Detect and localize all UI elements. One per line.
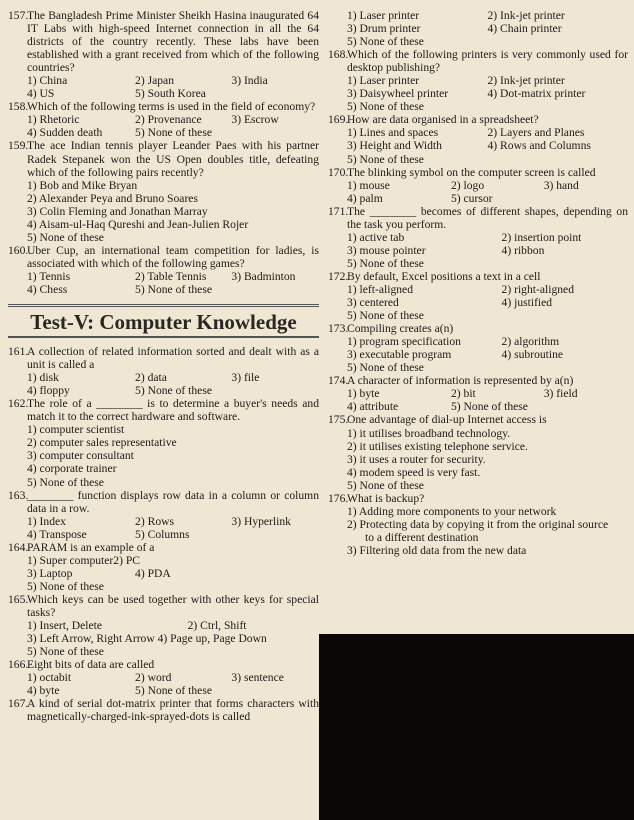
option-row <box>347 9 628 22</box>
option: 2) it utilises existing telephone service. <box>347 439 528 453</box>
question-number: 165. <box>8 592 29 606</box>
question-167-options <box>328 9 628 48</box>
option: 3) Hyperlink <box>231 514 291 528</box>
option: 3) Daisywheel printer <box>347 87 449 101</box>
option-row <box>347 87 628 100</box>
option-row <box>27 371 319 384</box>
question-160 <box>8 244 319 296</box>
question-167 <box>8 697 319 723</box>
option: 4) floppy <box>27 384 70 398</box>
option: 2) logo <box>450 178 485 192</box>
option-row <box>347 74 628 87</box>
option-row <box>27 684 319 697</box>
question-168 <box>328 48 628 113</box>
option: 1) Adding more components to your network <box>347 504 557 518</box>
option: 2) data <box>135 371 167 385</box>
option: 1) disk <box>27 371 59 385</box>
option: 3) hand <box>543 178 579 192</box>
question-number: 164. <box>8 540 29 554</box>
option: 3) sentence <box>231 671 284 685</box>
question-text: Which of the following terms is used in the field of economy? <box>27 100 316 114</box>
option: 4) subroutine <box>501 348 564 362</box>
question-text: A kind of serial dot-matrix printer that forms characters with magnetically-charged-ink-sprayed-dots is called <box>27 697 319 724</box>
option-row <box>347 179 628 192</box>
question-number: 176. <box>328 491 349 505</box>
option: 2) Layers and Planes <box>487 126 585 140</box>
question-162 <box>8 397 319 488</box>
option: 2) Japan <box>135 74 174 88</box>
option: 5) Columns <box>135 527 190 541</box>
option-row <box>347 335 628 348</box>
question-text: The ace Indian tennis player Leander Paes with his partner Radek Stepanek won the US Open doubles title, defeating which of the following pairs recently? <box>27 139 319 179</box>
option: 2) Alexander Peya and Bruno Soares <box>27 191 198 205</box>
option: 4) Chain printer <box>487 22 562 36</box>
question-175 <box>328 413 628 491</box>
left-column <box>8 9 319 723</box>
question-164 <box>8 541 319 593</box>
question-166 <box>8 658 319 697</box>
question-text: The role of a ________ is to determine a buyer's needs and match it to the correct hardware and software. <box>27 397 319 424</box>
option: 3) executable program <box>347 348 452 362</box>
question-text: A character of information is represented by a(n) <box>347 374 574 388</box>
question-158 <box>8 100 319 139</box>
option: 2) Ink-jet printer <box>487 74 565 88</box>
option: 2) Protecting data by copying it from the original source <box>347 517 609 531</box>
option: 3) Badminton <box>231 269 296 283</box>
option: 3) Escrow <box>231 113 279 127</box>
option: 2) insertion point <box>501 230 582 244</box>
option-row <box>347 139 628 152</box>
option: 2) right-aligned <box>501 282 574 296</box>
option: 3) centered <box>347 296 399 310</box>
option: 4) Chess <box>27 282 68 296</box>
option: 1) mouse <box>347 178 390 192</box>
option: 2) algorithm <box>501 335 560 349</box>
option-row <box>27 270 319 283</box>
question-text: Eight bits of data are called <box>27 658 155 672</box>
question-text: Uber Cup, an international team competition for ladies, is associated with which of the following games? <box>27 243 319 270</box>
section-title: Test-V: Computer Knowledge <box>8 304 319 338</box>
option-row <box>347 126 628 139</box>
question-number: 161. <box>8 345 29 359</box>
question-number: 169. <box>328 113 349 127</box>
option-row <box>27 671 319 684</box>
question-number: 173. <box>328 322 349 336</box>
option: 1) Bob and Mike Bryan <box>27 178 138 192</box>
option-row <box>27 619 319 632</box>
right-column <box>328 9 628 557</box>
option: 4) justified <box>501 296 553 310</box>
option-row <box>347 22 628 35</box>
option-row <box>27 515 319 528</box>
option-row <box>27 283 319 296</box>
option: 4) corporate trainer <box>27 462 117 476</box>
question-text: What is backup? <box>347 491 425 505</box>
question-number: 157. <box>8 9 29 22</box>
option: 4) attribute <box>347 400 399 414</box>
option-row <box>27 528 319 541</box>
question-text: How are data organised in a spreadsheet? <box>347 113 539 127</box>
option: 1) byte <box>347 387 380 401</box>
option: 1) Lines and spaces <box>347 126 439 140</box>
question-text: Which keys can be used together with other keys for special tasks? <box>27 592 319 619</box>
option: 1) Insert, Delete <box>27 619 103 633</box>
option: 4) palm <box>347 191 383 205</box>
question-number: 172. <box>328 269 349 283</box>
question-161 <box>8 345 319 397</box>
option: 2) bit <box>450 387 476 401</box>
option: 5) None of these <box>347 35 424 49</box>
question-number: 167. <box>8 697 29 711</box>
option: 3) India <box>231 74 268 88</box>
option: 4) US <box>27 87 55 101</box>
option-row <box>347 192 628 205</box>
option: 4) Dot-matrix printer <box>487 87 586 101</box>
option: 5) None of these <box>347 478 424 492</box>
question-number: 158. <box>8 100 29 114</box>
redacted-area <box>319 634 634 820</box>
question-number: 171. <box>328 204 349 218</box>
question-169 <box>328 113 628 165</box>
option: 5) cursor <box>450 191 493 205</box>
option: 5) None of these <box>27 579 104 593</box>
option: 3) Laptop <box>27 566 73 580</box>
question-text: By default, Excel positions a text in a cell <box>347 269 541 283</box>
option: 2) Table Tennis <box>135 269 207 283</box>
option: 1) China <box>27 74 68 88</box>
option-row <box>347 387 628 400</box>
option: 3) it uses a router for security. <box>347 452 486 466</box>
option: 4) modem speed is very fast. <box>347 465 481 479</box>
option: 3) computer consultant <box>27 449 134 463</box>
question-number: 163. <box>8 488 29 502</box>
option: 1) Rhetoric <box>27 113 80 127</box>
option: 2) Ctrl, Shift <box>187 619 247 633</box>
question-text: A collection of related information sorted and dealt with as a unit is called a <box>27 345 319 372</box>
option: 2) word <box>135 671 172 685</box>
option-row <box>347 244 628 257</box>
question-text: The blinking symbol on the computer screen is called <box>347 165 596 179</box>
option: 4) byte <box>27 684 60 698</box>
option: 3) Left Arrow, Right Arrow 4) Page up, Page Down <box>27 632 267 646</box>
option: 2) Ink-jet printer <box>487 9 565 22</box>
question-number: 174. <box>328 374 349 388</box>
question-number: 159. <box>8 139 29 153</box>
question-174 <box>328 374 628 413</box>
question-text: Compiling creates a(n) <box>347 322 454 336</box>
option: 5) None of these <box>27 645 104 659</box>
question-173 <box>328 322 628 374</box>
option: 3) Drum printer <box>347 22 421 36</box>
option: 1) Laser printer <box>347 74 420 88</box>
option: 4) Rows and Columns <box>487 139 591 153</box>
question-text: One advantage of dial-up Internet access is <box>347 413 547 427</box>
option: 2) Provenance <box>135 113 202 127</box>
option: 3) field <box>543 387 578 401</box>
option: 3) Colin Fleming and Jonathan Marray <box>27 204 208 218</box>
option: 1) active tab <box>347 230 405 244</box>
option: 1) it utilises broadband technology. <box>347 426 511 440</box>
option: 3) file <box>231 371 260 385</box>
option: 2) Rows <box>135 514 175 528</box>
option: 5) None of these <box>135 282 212 296</box>
question-number: 166. <box>8 658 29 672</box>
question-text: PARAM is an example of a <box>27 540 155 554</box>
option: 5) None of these <box>347 309 424 323</box>
option-row <box>27 567 319 580</box>
option-row <box>27 384 319 397</box>
question-176 <box>328 492 628 557</box>
option: 3) Height and Width <box>347 139 442 153</box>
option: 5) None of these <box>27 230 104 244</box>
option-row <box>347 400 628 413</box>
question-number: 160. <box>8 243 29 257</box>
option: 1) Laser printer <box>347 9 420 22</box>
option: 1) left-aligned <box>347 282 413 296</box>
option: 1) program specification <box>347 335 461 349</box>
question-number: 168. <box>328 48 349 62</box>
option: 1) Super computer2) PC <box>27 553 141 567</box>
option-row <box>27 126 319 139</box>
option-row <box>27 74 319 87</box>
option: 4) ribbon <box>501 243 545 257</box>
option: 2) computer sales representative <box>27 436 177 450</box>
question-text: The ________ becomes of different shapes, depending on the task you perform. <box>347 204 628 231</box>
option: 1) computer scientist <box>27 423 125 437</box>
option-row <box>347 283 628 296</box>
option: 4) Aisam-ul-Haq Qureshi and Jean-Julien Rojer <box>27 217 249 231</box>
question-170 <box>328 166 628 205</box>
option: 5) None of these <box>27 475 104 489</box>
option: 5) None of these <box>135 684 212 698</box>
question-163 <box>8 489 319 541</box>
option-row <box>27 87 319 100</box>
option: 3) mouse pointer <box>347 243 426 257</box>
option: 4) PDA <box>135 566 171 580</box>
option: 5) None of these <box>347 256 424 270</box>
option-continuation: to a different destination <box>365 530 479 544</box>
option: 5) South Korea <box>135 87 206 101</box>
question-159 <box>8 139 319 243</box>
option-row <box>347 231 628 244</box>
option: 5) None of these <box>347 100 424 114</box>
option: 4) Sudden death <box>27 126 103 140</box>
question-number: 162. <box>8 397 29 411</box>
question-172 <box>328 270 628 322</box>
question-text: The Bangladesh Prime Minister Sheikh Hasina inaugurated 64 IT Labs with high-speed Internet connection in all the 64 districts of the country recently. These labs have been established with a grant received from which of the following countries? <box>27 9 319 75</box>
option: 5) None of these <box>347 152 424 166</box>
option: 5) None of these <box>450 400 528 414</box>
option: 5) None of these <box>135 384 212 398</box>
question-text: Which of the following printers is very commonly used for desktop publishing? <box>347 48 628 75</box>
question-171 <box>328 205 628 270</box>
option: 1) Tennis <box>27 269 71 283</box>
option: 1) octabit <box>27 671 72 685</box>
option: 3) Filtering old data from the new data <box>347 543 527 557</box>
question-165 <box>8 593 319 658</box>
option: 5) None of these <box>347 361 424 375</box>
option: 4) Transpose <box>27 527 87 541</box>
option-row <box>347 296 628 309</box>
option: 5) None of these <box>135 126 212 140</box>
option-row <box>347 348 628 361</box>
question-text: ________ function displays row data in a column or column data in a row. <box>27 488 319 515</box>
question-number: 170. <box>328 165 349 179</box>
option: 1) Index <box>27 514 66 528</box>
option-row <box>27 113 319 126</box>
question-number: 175. <box>328 413 349 427</box>
question-157 <box>8 9 319 100</box>
